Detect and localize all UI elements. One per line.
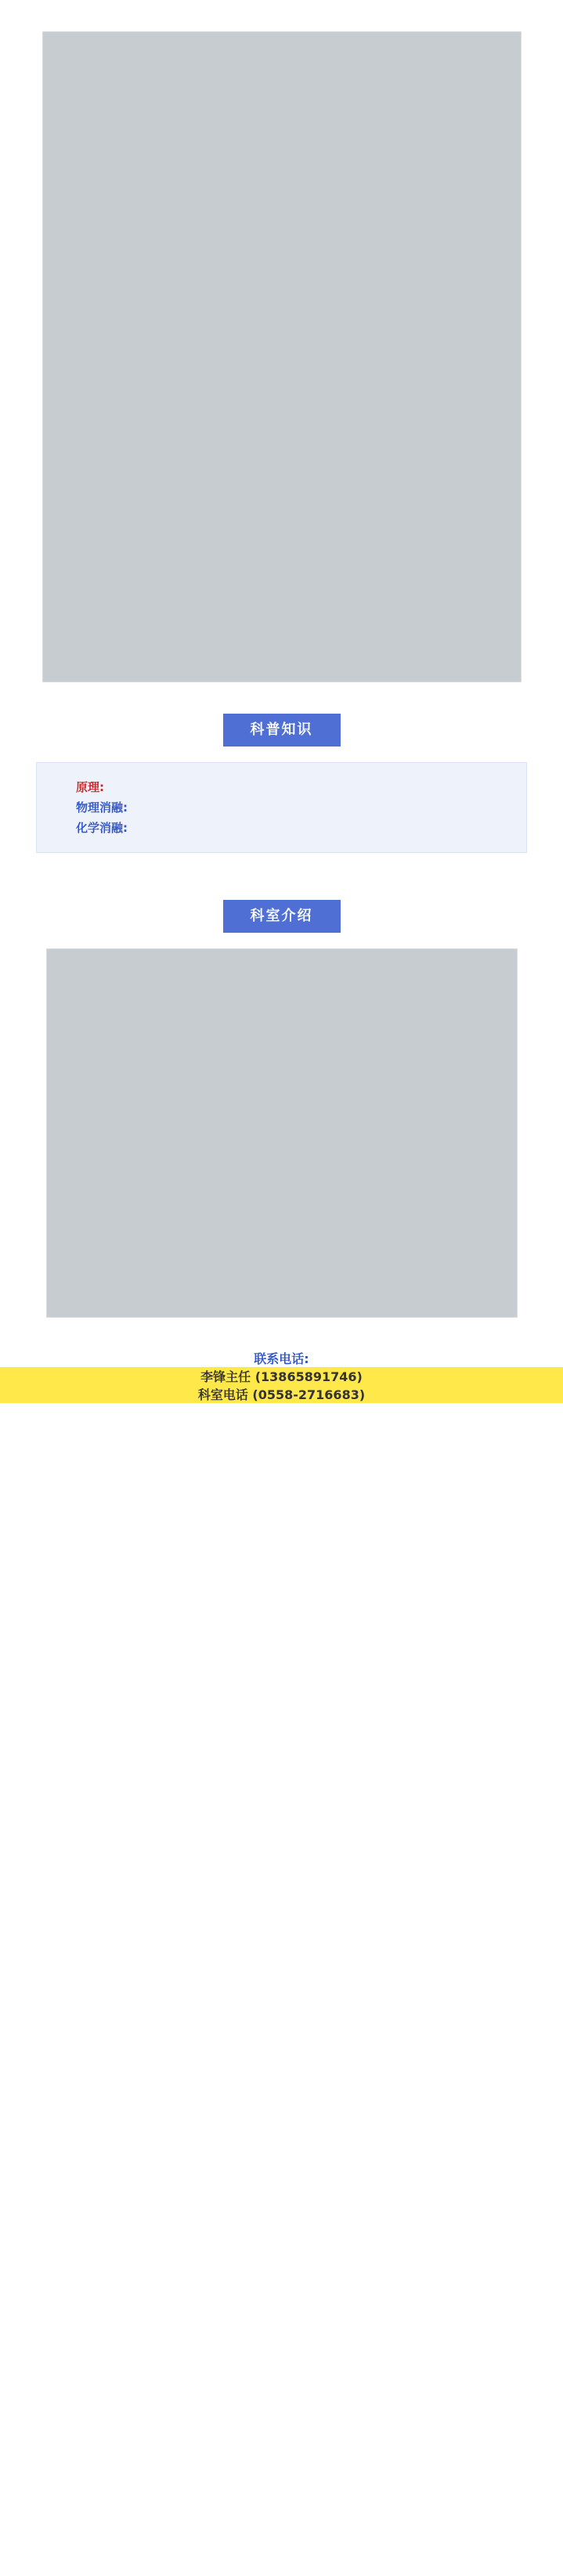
science-box xyxy=(36,762,527,853)
science-banner: 科普知识 xyxy=(223,714,341,747)
department-photo xyxy=(46,948,518,1318)
patient-photo xyxy=(42,31,521,682)
contact-2: 科室电话 (0558-2716683) xyxy=(0,1385,563,1403)
contact-1: 李锋主任 (13865891746) xyxy=(0,1367,563,1385)
dept-banner: 科室介绍 xyxy=(223,900,341,933)
chemical-label: 化学消融: xyxy=(76,821,128,835)
contact-title: 联系电话: xyxy=(254,1351,309,1366)
physical-label: 物理消融: xyxy=(76,801,128,815)
principle-label: 原理: xyxy=(76,780,104,794)
